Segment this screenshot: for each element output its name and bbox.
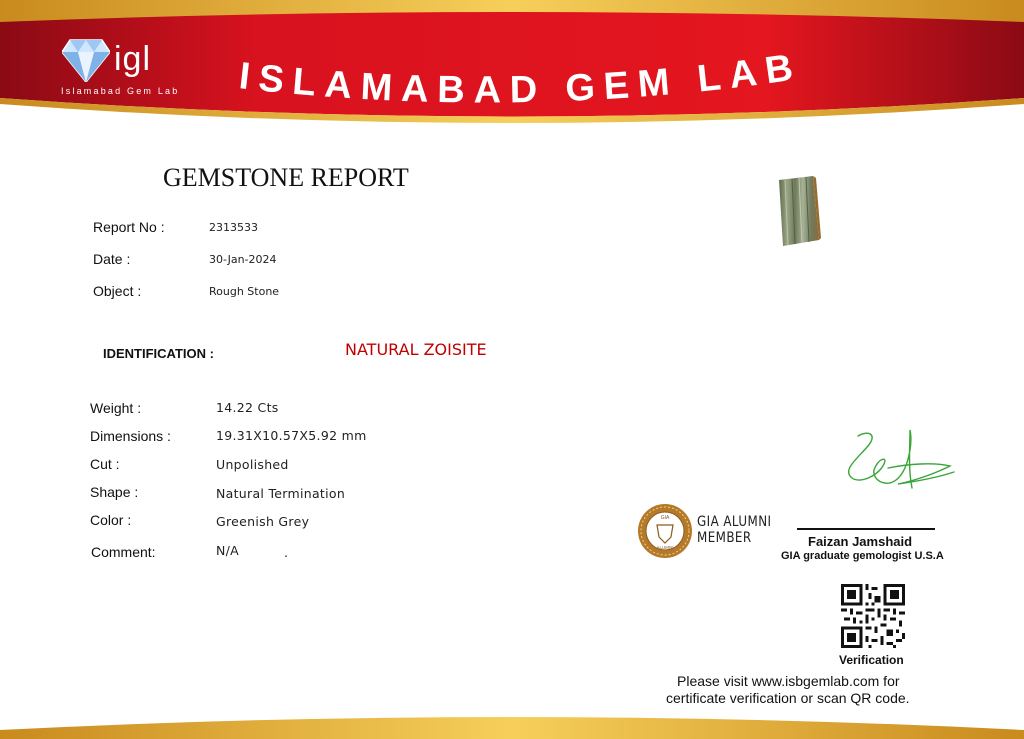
cut-label: Cut : [90, 456, 120, 472]
weight-value: 14.22 Cts [216, 400, 279, 415]
gia-alumni-text: GIA ALUMNI [697, 514, 772, 530]
seal-bottom-text: ALUMNI [656, 545, 674, 550]
comment-trailing-mark: . [284, 545, 289, 560]
color-label: Color : [90, 512, 132, 528]
verification-text-line1: Please visit www.isbgemlab.com for [677, 673, 900, 689]
signature-line [797, 528, 935, 530]
verification-label: Verification [839, 653, 904, 667]
cut-value: Unpolished [216, 457, 289, 472]
signer-name: Faizan Jamshaid [808, 534, 913, 549]
date-label: Date : [93, 251, 131, 267]
verification-text-line2: certificate verification or scan QR code. [666, 690, 910, 706]
logo-subtitle: Islamabad Gem Lab [61, 86, 180, 96]
object-value: Rough Stone [209, 285, 280, 298]
signature-image [838, 428, 956, 500]
gia-alumni-seal-icon [637, 503, 693, 559]
weight-label: Weight : [90, 400, 142, 416]
identification-value: NATURAL ZOISITE [345, 340, 487, 359]
gemstone-photo [775, 176, 821, 248]
footer-band [0, 700, 1024, 739]
shape-value: Natural Termination [216, 486, 346, 501]
identification-label: IDENTIFICATION : [103, 346, 214, 361]
dimensions-label: Dimensions : [90, 428, 171, 444]
comment-label: Comment: [91, 544, 156, 560]
page-title: GEMSTONE REPORT [163, 163, 409, 192]
date-value: 30-Jan-2024 [209, 253, 277, 266]
shape-label: Shape : [90, 484, 139, 500]
dimensions-value: 19.31X10.57X5.92 mm [216, 428, 367, 443]
logo-text: igl [114, 40, 152, 78]
report-no-label: Report No : [93, 219, 165, 235]
report-no-value: 2313533 [209, 221, 258, 234]
qr-code[interactable] [841, 584, 905, 648]
seal-top-text: GIA [660, 515, 670, 521]
gia-member-text: MEMBER [697, 530, 752, 546]
svg-text:ISLAMABAD GEM LAB: ISLAMABAD GEM LAB [237, 48, 805, 112]
signer-title: GIA graduate gemologist U.S.A [781, 550, 944, 562]
object-label: Object : [93, 283, 142, 299]
lab-name-heading [0, 48, 1024, 138]
color-value: Greenish Grey [216, 514, 310, 529]
comment-value: N/A [216, 543, 240, 558]
